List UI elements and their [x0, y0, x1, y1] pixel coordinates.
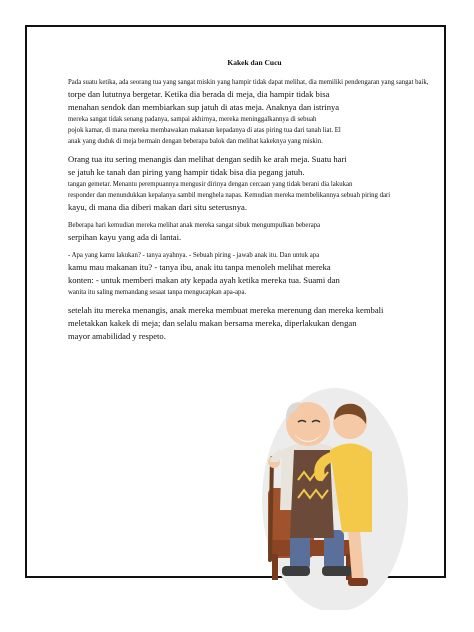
text-line: se jatuh ke tanah dan piring yang hampir tidak bisa dia pegang jatuh. — [68, 167, 305, 177]
text-line: Beberapa hari kemudian mereka melihat anak mereka sangat sibuk mengumpulkan beberapa — [68, 222, 321, 229]
grandpa-shoe — [322, 566, 352, 576]
child-shoe — [348, 578, 368, 586]
text-line: konten: - untuk memberi makan aty kepada ayah ketika mereka tua. Suami dan — [68, 275, 340, 285]
story-paragraphs — [68, 77, 453, 343]
text-line: setelah itu mereka menangis, anak mereka membuat mereka merenung dan mereka kembali — [68, 305, 384, 315]
chair-leg — [272, 554, 278, 580]
text-line: menahan sendok dan membiarkan sup jatuh di atas meja. Anaknya dan istrinya — [68, 102, 340, 112]
text-line: anak yang duduk di meja bermain dengan beberapa balok dan melihat kakeknya yang miskin. — [68, 138, 323, 145]
text-line: tangan gemetar. Menantu perempuannya mengusir dirinya dengan cercaan yang tidak berani dia lakukan — [68, 181, 353, 188]
text-line: wanita itu saling memandang sesaat tanpa mengucapkan apa-apa. — [68, 289, 247, 296]
text-line: Pada suatu ketika, ada seorang tua yang sangat miskin yang hampir tidak dapat melihat, dia memiliki pendengaran yang sangat baik, — [68, 79, 429, 86]
text-line: meletakkan kakek di meja; dan selalu makan bersama mereka, diperlakukan dengan — [68, 318, 357, 328]
text-line: pojok kamar, di mana mereka membawakan makanan kepadanya di atas piring tua dari tanah liat. El — [68, 127, 341, 134]
text-line: torpe dan lututnya bergetar. Ketika dia berada di meja, dia hampir tidak bisa — [68, 89, 330, 99]
story-title: Kakek dan Cucu — [227, 58, 282, 67]
text-line: mayor amabilidad y respeto. — [68, 331, 166, 341]
grandpa-child-illustration — [260, 380, 410, 610]
grandpa-shoe — [282, 566, 310, 576]
text-line: kamu mau makanan itu? - tanya ibu, anak itu tanpa menoleh melihat mereka — [68, 262, 331, 272]
text-line: responder dan menundukkan kepalanya sambil menghela napas. Kemudian mereka membelikannya sebuah piring dari — [68, 192, 391, 199]
story-paragraph — [68, 153, 453, 214]
text-line: Orang tua itu sering menangis dan melihat dengan sedih ke arah meja. Suatu hari — [68, 154, 347, 164]
story-paragraph — [68, 220, 453, 244]
text-line: kayu, di mana dia diberi makan dari situ seterusnya. — [68, 202, 247, 212]
story-paragraph — [68, 304, 453, 343]
story-text — [68, 58, 453, 349]
chair-seat — [268, 540, 358, 556]
text-line: serpihan kayu yang ada di lantai. — [68, 232, 182, 242]
story-paragraph — [68, 250, 453, 298]
cane — [270, 458, 272, 560]
text-line: mereka sangat tidak senang padanya, sampai akhirnya, mereka meninggalkannya di sebuah — [68, 116, 317, 123]
story-paragraph — [68, 77, 453, 147]
text-line: - Apa yang kamu lakukan? - tanya ayahnya. - Sebuah piring - jawab anak itu. Dan untuk apa — [68, 252, 320, 259]
